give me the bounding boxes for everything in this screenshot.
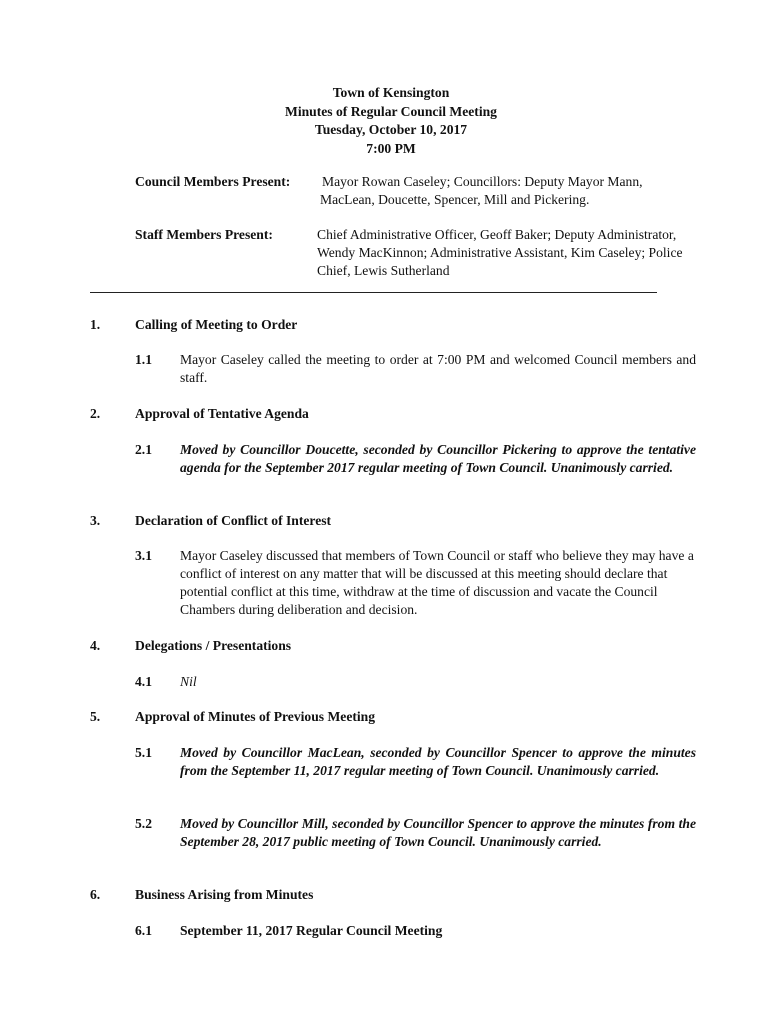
item-number: 6.1 xyxy=(135,923,152,938)
document-header xyxy=(0,84,770,158)
item-number: 2.1 xyxy=(135,442,152,457)
council-members-value: Mayor Rowan Caseley; Councillors: Deputy Mayor Mann, MacLean, Doucette, Spencer, Mill and Pickering. xyxy=(320,174,643,207)
item-text: Mayor Caseley discussed that members of Town Council or staff who believe they may have a conflict of interest on any matter that will be discussed at this meeting should declare that potential conflict at this time, withdraw at the time of discussion and vacate the Council Chambers during deliberation and decision. xyxy=(180,548,694,617)
item-number: 5.2 xyxy=(135,816,152,831)
document-title: Minutes of Regular Council Meeting xyxy=(285,103,497,119)
section-number: 5. xyxy=(90,709,101,724)
staff-members-value: Chief Administrative Officer, Geoff Baker; Deputy Administrator, Wendy MacKinnon; Administrative Assistant, Kim Caseley; Police Chief, Lewis Sutherland xyxy=(317,227,683,278)
item-number: 5.1 xyxy=(135,745,152,760)
section-title: Approval of Minutes of Previous Meeting xyxy=(135,709,376,724)
section-title: Declaration of Conflict of Interest xyxy=(135,513,332,528)
meeting-date: Tuesday, October 10, 2017 xyxy=(314,122,468,137)
staff-members-label: Staff Members Present: xyxy=(135,227,273,242)
motion-text: Moved by Councillor Mill, seconded by Councillor Spencer to approve the minutes from the September 28, 2017 public meeting of Town Council. Unanimously carried. xyxy=(180,816,696,849)
item-heading: September 11, 2017 Regular Council Meeting xyxy=(180,923,443,938)
item-number: 3.1 xyxy=(135,548,152,563)
section-title: Business Arising from Minutes xyxy=(135,887,314,902)
item-number: 1.1 xyxy=(135,352,152,367)
section-number: 6. xyxy=(90,887,101,902)
section-title: Calling of Meeting to Order xyxy=(135,317,298,332)
section-number: 2. xyxy=(90,406,101,421)
item-text: Mayor Caseley called the meeting to order at 7:00 PM and welcomed Council members and staff. xyxy=(180,352,696,385)
meeting-time: 7:00 PM xyxy=(366,140,416,156)
motion-text: Moved by Councillor Doucette, seconded by Councillor Pickering to approve the tentative agenda for the September 2017 regular meeting of Town Council. Unanimously carried. xyxy=(180,442,696,475)
section-number: 3. xyxy=(90,513,101,528)
motion-text: Moved by Councillor MacLean, seconded by Councillor Spencer to approve the minutes from the September 11, 2017 regular meeting of Town Council. Unanimously carried. xyxy=(180,745,696,778)
section-number: 1. xyxy=(90,317,101,332)
item-number: 4.1 xyxy=(135,674,152,689)
section-number: 4. xyxy=(90,638,101,653)
item-text: Nil xyxy=(180,674,197,689)
town-name: Town of Kensington xyxy=(332,85,450,100)
council-members-label: Council Members Present: xyxy=(135,174,291,189)
section-title: Delegations / Presentations xyxy=(135,638,292,653)
divider xyxy=(90,292,657,293)
section-title: Approval of Tentative Agenda xyxy=(135,406,309,421)
